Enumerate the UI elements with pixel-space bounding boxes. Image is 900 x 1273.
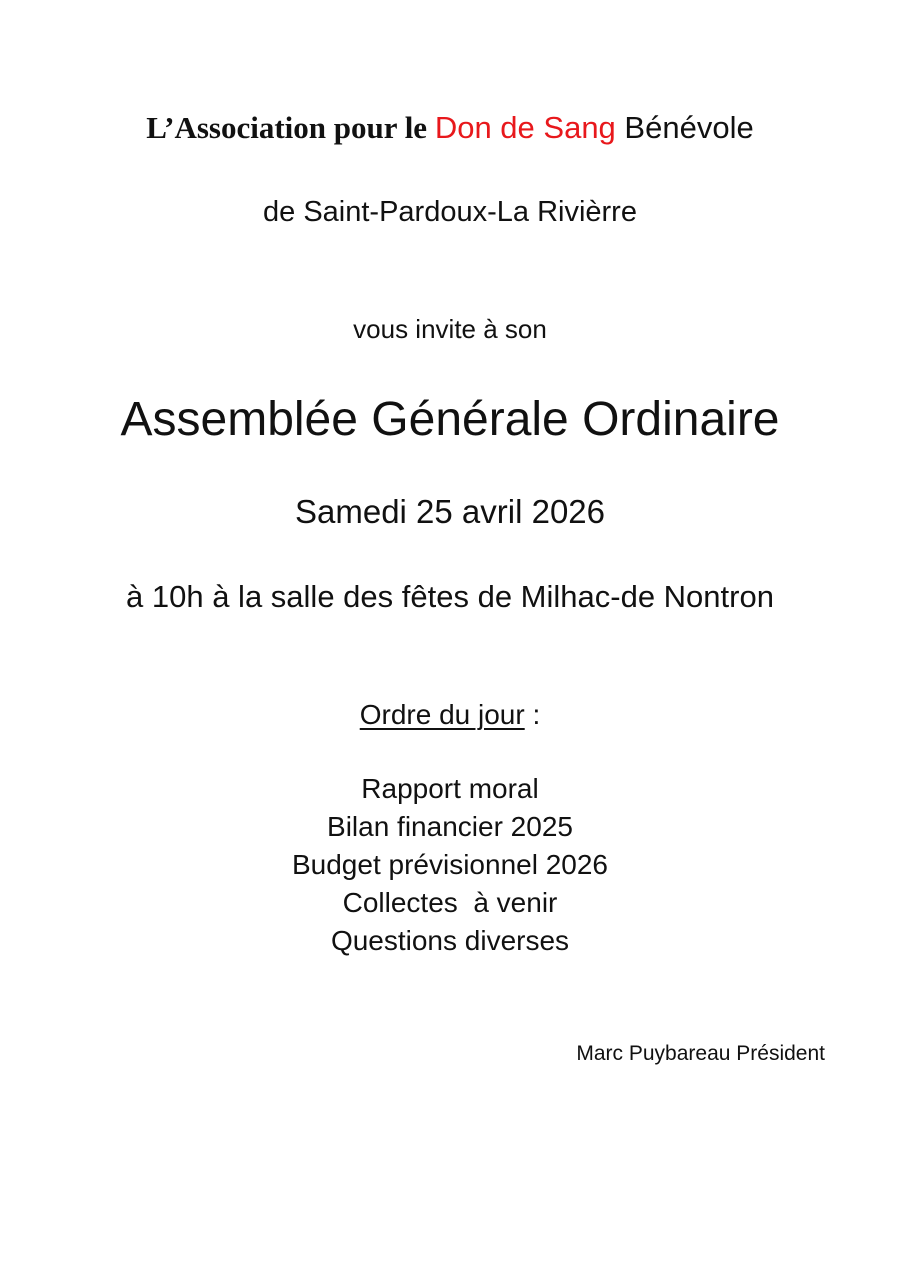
- agenda-item: Questions diverses: [330, 925, 570, 956]
- agenda-heading-label: Ordre du jour: [359, 699, 525, 730]
- agenda-item: Collectes à venir: [342, 887, 558, 918]
- association-location: de Saint-Pardoux-La Rivièrre: [263, 196, 637, 228]
- title-part-1: L’Association pour le: [146, 110, 435, 145]
- association-title: [0, 108, 900, 148]
- agenda-item: Budget prévisionnel 2026: [291, 849, 608, 880]
- agenda-item: Bilan financier 2025: [327, 811, 573, 842]
- event-date: Samedi 25 avril 2026: [294, 493, 606, 530]
- event-time-place: à 10h à la salle des fêtes de Milhac-de Nontron: [126, 579, 774, 614]
- agenda-heading: [0, 697, 900, 733]
- agenda-heading-suffix: :: [524, 699, 541, 730]
- agenda-item: Rapport moral: [361, 773, 539, 804]
- title-highlight: Don de Sang: [434, 110, 616, 145]
- event-name: Assemblée Générale Ordinaire: [120, 393, 780, 446]
- title-part-2: Bénévole: [615, 110, 754, 145]
- agenda-list: [0, 770, 900, 960]
- invite-text: vous invite à son: [353, 314, 547, 344]
- president-signature: Marc Puybareau Président: [576, 1042, 825, 1065]
